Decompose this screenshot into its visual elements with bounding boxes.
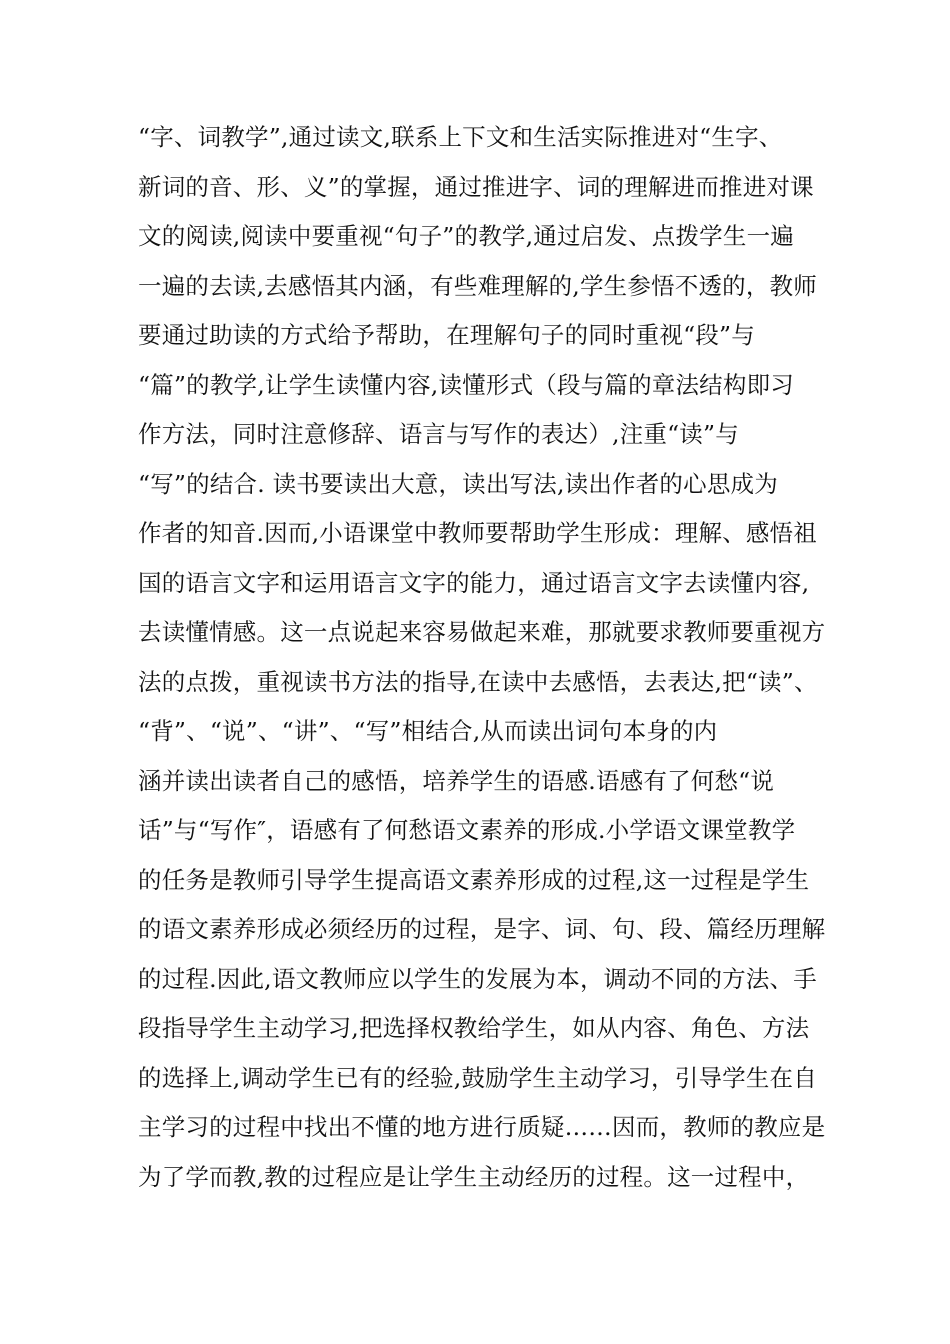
text-line-9: 作者的知音.因而,小语课堂中教师要帮助学生形成：理解、感悟祖 (138, 519, 817, 547)
text-line-6: “篇”的教学,让学生读懂内容,读懂形式（段与篇的章法结构即习 (138, 370, 794, 399)
text-line-5: 要通过助读的方式给予帮助，在理解句子的同时重视“段”与 (138, 321, 755, 349)
text-line-4: 一遍的去读,去感悟其内涵，有些难理解的,学生参悟不透的，教师 (138, 271, 817, 300)
text-line-8: “写”的结合. 读书要读出大意，读出写法,读出作者的心思成为 (138, 469, 778, 498)
text-line-21: 主学习的过程中找出不懂的地方进行质疑……因而，教师的教应是 (138, 1113, 826, 1141)
text-line-7: 作方法，同时注意修辞、语言与写作的表达）,注重“读”与 (138, 420, 739, 448)
text-line-2: 新词的音、形、义”的掌握，通过推进字、词的理解进而推进对课 (138, 172, 814, 201)
text-line-13: “背”、“说”、“讲”、“写”相结合,从而读出词句本身的内 (138, 717, 718, 745)
text-line-14: 涵并读出读者自己的感悟，培养学生的语感.语感有了何愁“说 (138, 766, 775, 795)
text-line-1: “字、词教学”,通过读文,联系上下文和生活实际推进对“生字、 (138, 123, 783, 151)
text-line-3: 文的阅读,阅读中要重视“句子”的教学,通过启发、点拨学生一遍 (138, 222, 794, 250)
text-line-19: 段指导学生主动学习,把选择权教给学生，如从内容、角色、方法 (138, 1014, 810, 1042)
text-line-18: 的过程.因此,语文教师应以学生的发展为本，调动不同的方法、手 (138, 964, 817, 993)
text-line-16: 的任务是教师引导学生提高语文素养形成的过程,这一过程是学生 (138, 865, 810, 894)
text-line-15: 话”与“写作″，语感有了何愁语文素养的形成.小学语文课堂教学 (138, 816, 796, 844)
text-line-10: 国的语言文字和运用语言文字的能力，通过语言文字去读懂内容, (138, 568, 810, 597)
body-text (138, 113, 838, 1202)
text-line-22: 为了学而教,教的过程应是让学生主动经历的过程。这一过程中， (138, 1162, 810, 1191)
text-line-20: 的选择上,调动学生已有的经验,鼓励学生主动学习，引导学生在自 (138, 1063, 817, 1092)
text-line-12: 法的点拨，重视读书方法的指导,在读中去感悟，去表达,把“读”、 (138, 667, 818, 696)
text-line-11: 去读懂情感。这一点说起来容易做起来难，那就要求教师要重视方 (138, 618, 826, 646)
text-line-17: 的语文素养形成必须经历的过程，是字、词、句、段、篇经历理解 (138, 915, 826, 943)
